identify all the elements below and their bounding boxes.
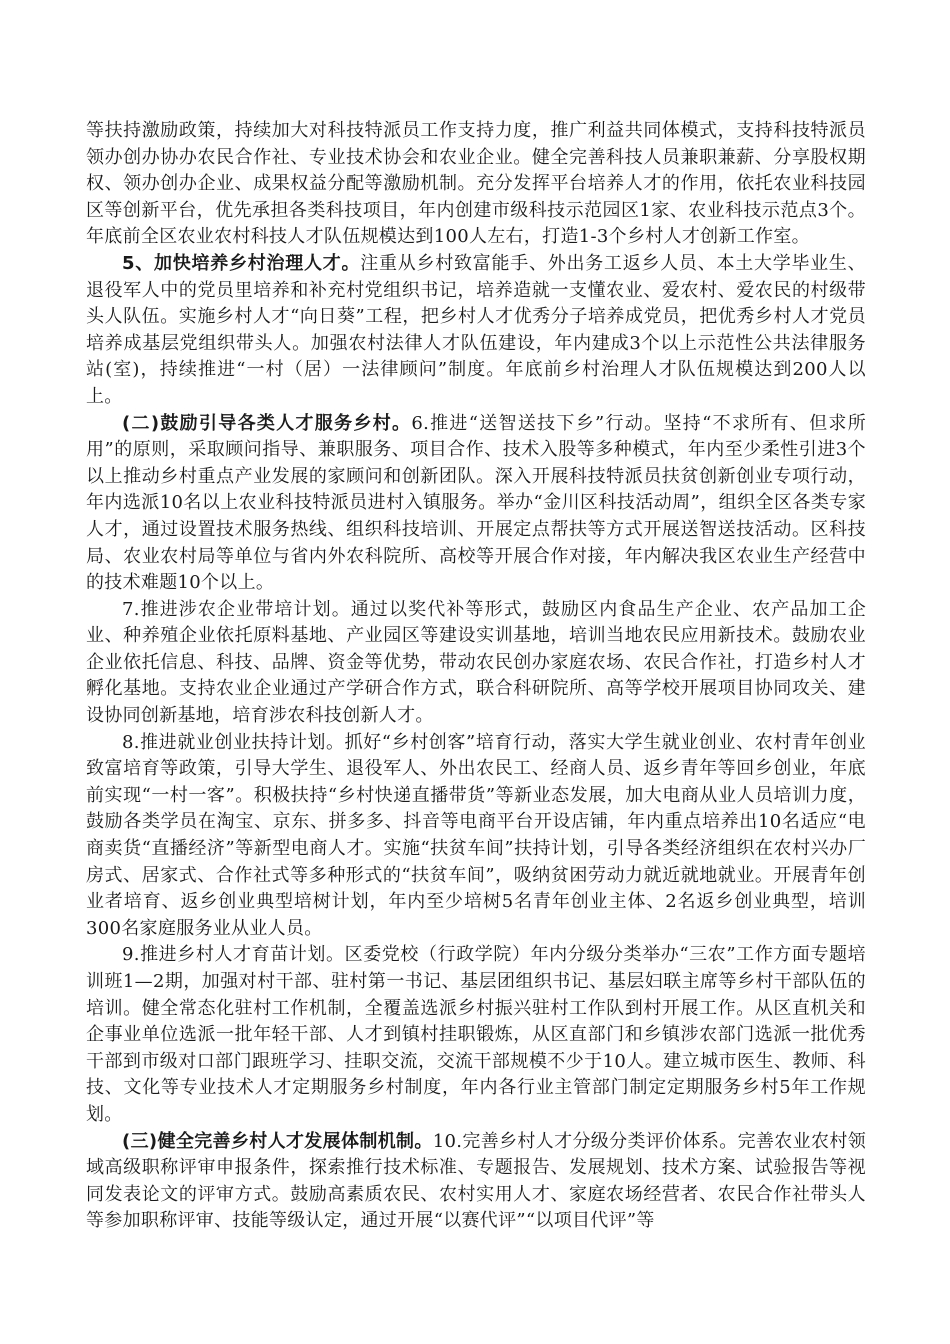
document-page	[86, 118, 866, 1235]
paragraph-tech-incentives	[86, 118, 866, 251]
paragraph-body: 6.推进“送智送技下乡”行动。坚持“不求所有、但求所用”的原则，采取顾问指导、兼职服务、项目合作、技术入股等多种模式，年内至少柔性引进3个以上推动乡村重点产业发展的家顾问和创新团队。深入开展科技特派员扶贫创新创业专项行动，年内选派10名以上农业科技特派员进村入镇服务。举办“金川区科技活动周”，组织全区各类专家人才，通过设置技术服务热线、组织科技培训、开展定点帮扶等方式开展送智送技活动。区科技局、农业农村局等单位与省内外农科院所、高校等开展合作对接，年内解决我区农业生产经营中的技术难题10个以上。	[86, 412, 866, 594]
paragraph-talent-cultivation	[86, 942, 866, 1128]
paragraph-talent-mechanism	[86, 1129, 866, 1235]
paragraph-body: 10.完善乡村人才分级分类评价体系。完善农业农村领域高级职称评审申报条件，探索推行技术标准、专题报告、发展规划、技术方案、试验报告等视同发表论文的评审方式。鼓励高素质农民、农村实用人才、家庭农场经营者、农民合作社带头人等参加职称评审、技能等级认定，通过开展“以赛代评”“以项目代评”等	[86, 1130, 866, 1232]
section-heading: (三)健全完善乡村人才发展体制机制。	[122, 1130, 433, 1152]
paragraph-rural-governance-talent	[86, 251, 866, 411]
paragraph-employment-startup	[86, 730, 866, 943]
paragraph-body: 9.推进乡村人才育苗计划。区委党校（行政学院）年内分级分类举办“三农”工作方面专题培训班1—2期，加强对村干部、驻村第一书记、基层团组织书记、基层妇联主席等乡村干部队伍的培训。健全常态化驻村工作机制，全覆盖选派乡村振兴驻村工作队到村开展工作。从区直机关和企事业单位选派一批年轻干部、人才到镇村挂职锻炼，从区直部门和乡镇涉农部门选派一批优秀干部到市级对口部门跟班学习、挂职交流，交流干部规模不少于10人。建立城市医生、教师、科技、文化等专业技术人才定期服务乡村制度，年内各行业主管部门制定定期服务乡村5年工作规划。	[86, 944, 866, 1125]
section-heading: (二)鼓励引导各类人才服务乡村。	[122, 412, 412, 434]
paragraph-talent-serve-rural	[86, 411, 866, 597]
section-heading: 5、加快培养乡村治理人才。	[122, 252, 361, 274]
paragraph-body: 8.推进就业创业扶持计划。抓好“乡村创客”培育行动，落实大学生就业创业、农村青年创业致富培育等政策，引导大学生、退役军人、外出农民工、经商人员、返乡青年等回乡创业，年底前实现“一村一客”。积极扶持“乡村快递直播带货”等新业态发展，加大电商从业人员培训力度，鼓励各类学员在淘宝、京东、拼多多、抖音等电商平台开设店铺，年内重点培养出10名适应“电商卖货“直播经济”等新型电商人才。实施“扶贫车间”扶持计划，引导各类经济组织在农村兴办厂房式、居家式、合作社式等多种形式的“扶贫车间”，吸纳贫困劳动力就近就地就业。开展青年创业者培育、返乡创业典型培树计划，年内至少培树5名青年创业主体、2名返乡创业典型，培训300名家庭服务业从业人员。	[86, 731, 866, 939]
paragraph-body: 等扶持激励政策，持续加大对科技特派员工作支持力度，推广利益共同体模式，支持科技特派员领办创办协办农民合作社、专业技术协会和农业企业。健全完善科技人员兼职兼薪、分享股权期权、领办创办企业、成果权益分配等激励机制。充分发挥平台培养人才的作用，依托农业科技园区等创新平台，优先承担各类科技项目，年内创建市级科技示范园区1家、农业科技示范点3个。年底前全区农业农村科技人才队伍规模达到100人左右，打造1-3个乡村人才创新工作室。	[86, 120, 866, 248]
paragraph-enterprise-training	[86, 597, 866, 730]
paragraph-body: 7.推进涉农企业带培计划。通过以奖代补等形式，鼓励区内食品生产企业、农产品加工企业、种养殖企业依托原料基地、产业园区等建设实训基地，培训当地农民应用新技术。鼓励农业企业依托信息、科技、品牌、资金等优势，带动农民创办家庭农场、农民合作社，打造乡村人才孵化基地。支持农业企业通过产学研合作方式，联合科研院所、高等学校开展项目协同攻关、建设协同创新基地，培育涉农科技创新人才。	[86, 598, 866, 727]
paragraph-body: 注重从乡村致富能手、外出务工返乡人员、本土大学毕业生、退役军人中的党员里培养和补充村党组织书记，培养造就一支懂农业、爱农村、爱农民的村级带头人队伍。实施乡村人才“向日葵”工程，把乡村人才优秀分子培养成党员，把优秀乡村人才党员培养成基层党组织带头人。加强农村法律人才队伍建设，年内建成3个以上示范性公共法律服务站(室)，持续推进“一村（居）一法律顾问”制度。年底前乡村治理人才队伍规模达到200人以上。	[86, 252, 866, 407]
